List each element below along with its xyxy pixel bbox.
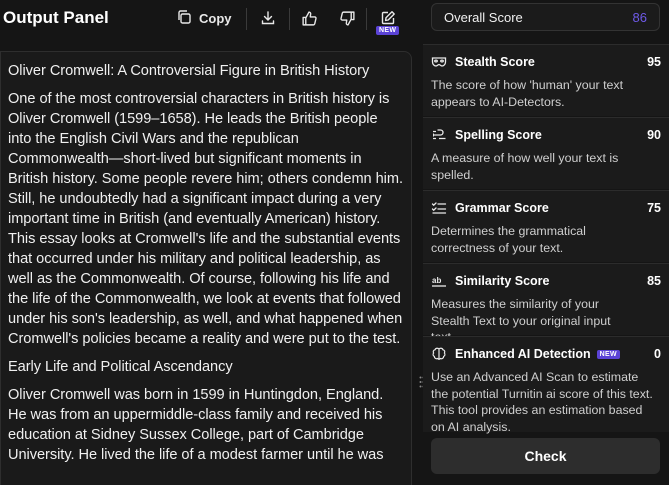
- card-score: 75: [647, 201, 661, 215]
- panel-title: Output Panel: [3, 8, 109, 27]
- edit-icon[interactable]: [378, 8, 398, 28]
- enhanced-ai-detection-card: [423, 336, 669, 432]
- stealth-score-card: [423, 44, 669, 116]
- download-icon[interactable]: [258, 8, 278, 28]
- copy-label: Copy: [199, 10, 232, 26]
- card-description: Measures the similarity of your Stealth Text to your original input: [431, 297, 611, 328]
- card-description: The score of how 'human' your text appears to AI-Detectors.: [431, 78, 624, 109]
- card-score: 90: [647, 128, 661, 142]
- check-button[interactable]: Check: [431, 438, 660, 474]
- essay-title: Oliver Cromwell: A Controversial Figure in British History: [8, 63, 370, 79]
- card-title: Stealth Score: [455, 55, 535, 69]
- toolbar-divider: [246, 8, 247, 30]
- card-title: Enhanced AI Detection: [455, 347, 591, 361]
- essay-section-heading: Early Life and Political Ascendancy: [8, 359, 233, 375]
- svg-text:ab: ab: [432, 276, 442, 285]
- card-title: Grammar Score: [455, 201, 549, 215]
- card-description: Determines the grammatical correctness of your text.: [431, 224, 586, 255]
- spelling-score-card: [423, 117, 669, 189]
- spell-check-icon: [431, 127, 447, 143]
- grammar-score-card: [423, 190, 669, 262]
- card-title: Similarity Score: [455, 274, 550, 288]
- overall-score-value: 86: [632, 9, 647, 25]
- card-score: 0: [654, 347, 661, 361]
- card-score: 95: [647, 55, 661, 69]
- card-score: 85: [647, 274, 661, 288]
- output-toolbar: [0, 0, 418, 38]
- brain-icon: [431, 346, 447, 362]
- text-compare-icon: [431, 273, 447, 289]
- output-text-area[interactable]: [0, 51, 412, 485]
- toolbar-divider: [289, 8, 290, 30]
- card-description: A measure of how well your text is spelled.: [431, 151, 619, 182]
- new-badge: NEW: [597, 350, 620, 359]
- thumbs-up-icon[interactable]: [299, 8, 319, 28]
- thumbs-down-icon[interactable]: [337, 8, 357, 28]
- copy-button[interactable]: [176, 7, 232, 29]
- overall-score: [431, 3, 660, 31]
- card-title: Spelling Score: [455, 128, 542, 142]
- copy-icon: [176, 9, 192, 28]
- essay-paragraph: Oliver Cromwell was born in 1599 in Huntingdon, England. He was from an uppermiddle-class family and received his education at Sidney Sussex College, part of Cambridge University. He lived the life of a modest farmer until he was: [8, 387, 384, 463]
- list-check-icon: [431, 200, 447, 216]
- new-badge: NEW: [376, 26, 399, 35]
- card-description: Use an Advanced AI Scan to estimate the potential Turnitin ai score of this text. This tool provides an estimation based on AI analysis.: [431, 370, 653, 434]
- similarity-score-card: [423, 263, 669, 335]
- mask-icon: [431, 54, 447, 70]
- overall-score-label: Overall Score: [444, 9, 523, 25]
- scores-panel: [423, 0, 669, 485]
- toolbar-divider: [366, 8, 367, 30]
- essay-paragraph: One of the most controversial characters in British history is Oliver Cromwell (1599–1658). He leads the British people into the English Civil Wars and the republican Commonwealth—short-lived but significant moments in British history. Some people revere him; others condemn him. Still, he undoubtedly had a significant impact during a very important time in British (and eventually American) history. This essay looks at Cromwell's life and the substantial events that occurred under his military and political leadership, as well as the Commonwealth. Of course, following his life and the life of the Commonwealth, we look at events that followed under his son's leadership, as well, and what happened when Cromwell's policies became a reality and were put to the test.: [8, 91, 403, 347]
